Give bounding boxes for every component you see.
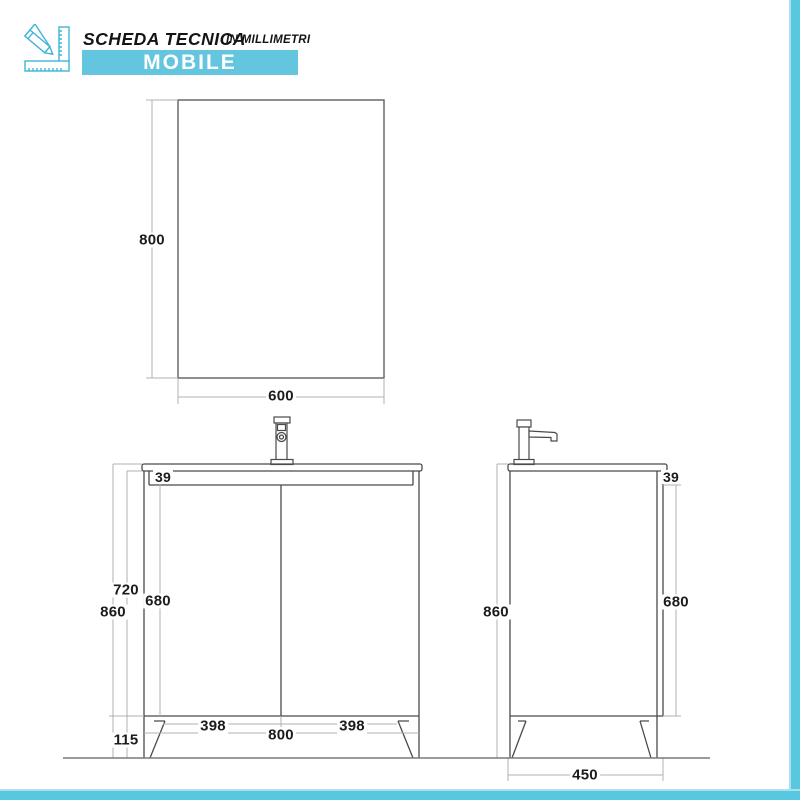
- front-leg-height-dimension: 115: [113, 731, 139, 749]
- mirror-height-dimension: 800: [139, 231, 165, 249]
- mirror-outline: [178, 100, 384, 378]
- product-banner: MOBILE: [82, 50, 298, 75]
- right-accent-strip: [789, 0, 800, 800]
- side-door-height-dimension: 680: [663, 593, 689, 611]
- side-view-dimension-lines: [497, 464, 681, 784]
- front-top-band-dimension: 39: [155, 469, 171, 485]
- bottom-accent-strip: [0, 789, 800, 800]
- front-view-faucet: [271, 417, 293, 465]
- front-view-cabinet: [142, 464, 422, 758]
- mirror-width-dimension: 600: [268, 387, 294, 405]
- sheet-title: SCHEDA TECNICA: [83, 29, 246, 49]
- units-note: IN MILLIMETRI: [226, 34, 311, 46]
- side-view-cabinet: [508, 464, 667, 758]
- side-top-band-dimension: 39: [663, 469, 679, 485]
- front-total-width-dimension: 800: [268, 726, 294, 744]
- front-right-door-width-dimension: 398: [339, 717, 365, 735]
- front-body-height-dimension: 720: [113, 581, 139, 599]
- side-depth-dimension: 450: [572, 766, 598, 784]
- side-view-faucet: [514, 420, 557, 465]
- front-door-height-dimension: 680: [145, 592, 171, 610]
- front-view-dimension-lines: [109, 464, 419, 758]
- mirror-dimension-lines: [146, 100, 384, 404]
- front-total-height-dimension: 860: [100, 603, 126, 621]
- front-left-door-width-dimension: 398: [200, 717, 226, 735]
- side-total-height-dimension: 860: [483, 603, 509, 621]
